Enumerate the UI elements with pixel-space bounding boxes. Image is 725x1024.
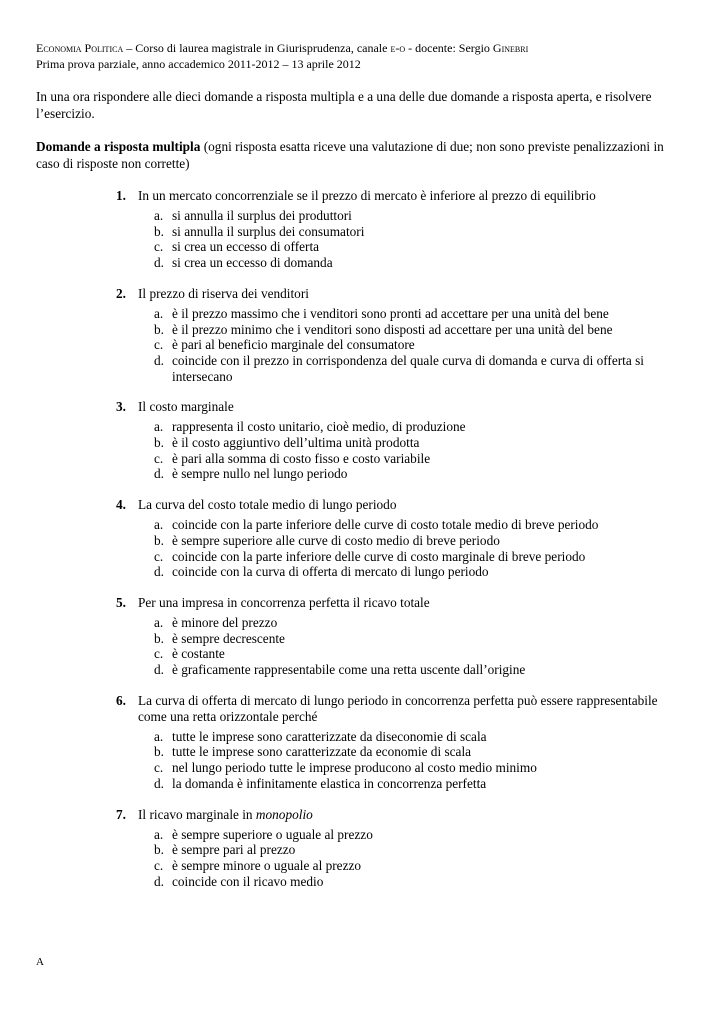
question-text [138, 693, 686, 725]
answer-option [138, 239, 686, 255]
option-text: è pari al beneficio marginale del consumatore [172, 337, 415, 353]
exam-page [36, 40, 686, 904]
answer-option [138, 615, 686, 631]
option-text: è graficamente rappresentabile come una retta uscente dall’origine [172, 662, 526, 678]
answer-option [138, 451, 686, 467]
header-exam-line: Prima prova parziale, anno accademico 2011-2012 – 13 aprile 2012 [36, 57, 361, 71]
option-letter: b. [154, 532, 164, 548]
option-letter: d. [154, 873, 164, 889]
option-text: si annulla il surplus dei produttori [172, 208, 352, 223]
question-text-main: Il prezzo di riserva dei venditori [138, 285, 309, 301]
option-letter: b. [154, 744, 164, 760]
option-text: si annulla il surplus dei consumatori [172, 223, 365, 239]
question-number: 6. [116, 692, 126, 708]
answer-option [138, 435, 686, 451]
option-text: è sempre superiore alle curve di costo medio di breve periodo [172, 532, 500, 548]
option-letter: c. [154, 337, 164, 353]
option-letter: a. [154, 208, 164, 223]
option-text: coincide con il ricavo medio [172, 873, 324, 889]
option-text: coincide con la parte inferiore delle curve di costo totale medio di breve periodo [172, 517, 599, 533]
question-text-main: Il ricavo marginale in [138, 806, 256, 822]
answer-option [138, 729, 686, 745]
answer-option [138, 827, 686, 843]
question-text-main: In un mercato concorrenziale se il prezzo di mercato è inferiore al prezzo di equilibrio [138, 188, 596, 203]
question-text [138, 286, 686, 302]
instructions: In una ora rispondere alle dieci domande a risposta multipla e a una delle due domande a risposta aperta, e risolvere l’esercizio. [36, 89, 652, 121]
option-text: è il prezzo massimo che i venditori sono pronti ad accettare per una unità del bene [172, 305, 609, 321]
option-letter: a. [154, 419, 164, 435]
question-6 [36, 693, 686, 792]
option-letter: a. [154, 305, 164, 321]
option-letter: c. [154, 760, 164, 776]
option-letter: b. [154, 842, 164, 858]
answer-option [138, 744, 686, 760]
question-text-italic: monopolio [255, 806, 313, 822]
answer-option [138, 517, 686, 533]
answer-option [138, 255, 686, 271]
question-number: 4. [116, 497, 126, 513]
option-text: nel lungo periodo tutte le imprese producono al costo medio minimo [172, 760, 537, 776]
answer-option [138, 419, 686, 435]
option-text: è sempre minore o uguale al prezzo [172, 857, 362, 873]
teacher-prefix: - docente: Sergio [405, 41, 493, 55]
question-number: 2. [116, 285, 126, 301]
option-text: è il costo aggiuntivo dell’ultima unità prodotta [172, 435, 420, 451]
option-text: è pari alla somma di costo fisso e costo variabile [172, 450, 431, 466]
course-name: Economia Politica [36, 41, 124, 55]
option-letter: c. [154, 548, 164, 564]
multiple-choice-intro [36, 138, 686, 172]
question-text-main: Il costo marginale [138, 399, 234, 415]
question-text-main: Per una impresa in concorrenza perfetta il ricavo totale [138, 594, 430, 610]
question-text [138, 595, 686, 611]
answer-option [138, 662, 686, 678]
option-letter: d. [154, 255, 164, 271]
answer-option [138, 842, 686, 858]
question-number: 5. [116, 594, 126, 610]
answer-option [138, 466, 686, 482]
answer-option [138, 631, 686, 647]
option-letter: a. [154, 517, 164, 533]
option-letter: a. [154, 826, 164, 842]
question-number: 3. [116, 399, 126, 415]
multiple-choice-note: (ogni risposta esatta riceve una valutazione di due; non sono previste penalizzazioni in caso di risposte non corrette) [36, 139, 664, 171]
option-letter: d. [154, 564, 164, 580]
option-text: tutte le imprese sono caratterizzate da diseconomie di scala [172, 728, 487, 744]
answer-option [138, 646, 686, 662]
answer-option [138, 322, 686, 338]
option-text: coincide con il prezzo in corrispondenza del quale curva di domanda e curva di offerta si intersecano [172, 352, 644, 384]
answer-option [138, 224, 686, 240]
question-text-main: La curva di offerta di mercato di lungo periodo in concorrenza perfetta può essere rappresentabile come una retta orizzontale perché [138, 692, 658, 724]
channel-label: e-o [390, 41, 406, 55]
question-text [138, 497, 686, 513]
option-text: rappresenta il costo unitario, cioè medio, di produzione [172, 419, 466, 435]
course-details: – Corso di laurea magistrale in Giurisprudenza, canale [123, 41, 391, 55]
answer-option [138, 306, 686, 322]
question-number: 7. [116, 806, 126, 822]
option-text: è minore del prezzo [172, 614, 278, 630]
option-letter: d. [154, 466, 164, 482]
question-1 [36, 188, 686, 271]
answer-option [138, 874, 686, 890]
answer-option [138, 353, 686, 384]
answer-options [138, 517, 686, 580]
answer-options [138, 208, 686, 271]
answer-options [138, 729, 686, 792]
option-text: è il prezzo minimo che i venditori sono disposti ad accettare per una unità del bene [172, 321, 613, 337]
question-number: 1. [116, 188, 126, 203]
question-text-main: La curva del costo totale medio di lungo periodo [138, 497, 397, 513]
question-text [138, 807, 686, 823]
question-7 [36, 807, 686, 890]
answer-option [138, 208, 686, 224]
option-text: si crea un eccesso di offerta [172, 239, 320, 255]
option-letter: d. [154, 352, 164, 368]
answer-option [138, 564, 686, 580]
answer-options [138, 615, 686, 678]
question-4 [36, 497, 686, 580]
option-text: la domanda è infinitamente elastica in concorrenza perfetta [172, 775, 487, 791]
document-header [36, 40, 686, 72]
answer-option [138, 533, 686, 549]
option-letter: a. [154, 728, 164, 744]
option-text: è costante [172, 646, 225, 662]
answer-option [138, 549, 686, 565]
option-letter: b. [154, 223, 164, 239]
option-text: coincide con la parte inferiore delle curve di costo marginale di breve periodo [172, 548, 586, 564]
option-letter: b. [154, 435, 164, 451]
option-letter: b. [154, 630, 164, 646]
question-3 [36, 399, 686, 482]
answer-options [138, 306, 686, 385]
option-text: è sempre pari al prezzo [172, 842, 296, 858]
question-2 [36, 286, 686, 385]
option-text: è sempre superiore o uguale al prezzo [172, 826, 373, 842]
question-5 [36, 595, 686, 678]
answer-option [138, 337, 686, 353]
page-footer-letter: A [36, 956, 44, 968]
answer-option [138, 858, 686, 874]
answer-option [138, 760, 686, 776]
answer-option [138, 776, 686, 792]
option-text: è sempre nullo nel lungo periodo [172, 466, 348, 482]
option-letter: c. [154, 450, 164, 466]
option-text: è sempre decrescente [172, 630, 285, 646]
option-letter: d. [154, 775, 164, 791]
option-text: si crea un eccesso di domanda [172, 255, 333, 271]
option-letter: a. [154, 614, 164, 630]
question-list [36, 188, 686, 889]
answer-options [138, 827, 686, 890]
option-text: tutte le imprese sono caratterizzate da economie di scala [172, 744, 472, 760]
question-text [138, 399, 686, 415]
header-course-line [36, 40, 686, 56]
teacher-surname: Ginebri [492, 41, 529, 55]
option-letter: c. [154, 857, 164, 873]
option-text: coincide con la curva di offerta di mercato di lungo periodo [172, 564, 489, 580]
option-letter: d. [154, 662, 164, 678]
question-text [138, 188, 686, 204]
option-letter: c. [154, 646, 164, 662]
multiple-choice-title: Domande a risposta multipla [36, 139, 201, 154]
option-letter: b. [154, 321, 164, 337]
option-letter: c. [154, 239, 164, 255]
answer-options [138, 419, 686, 482]
